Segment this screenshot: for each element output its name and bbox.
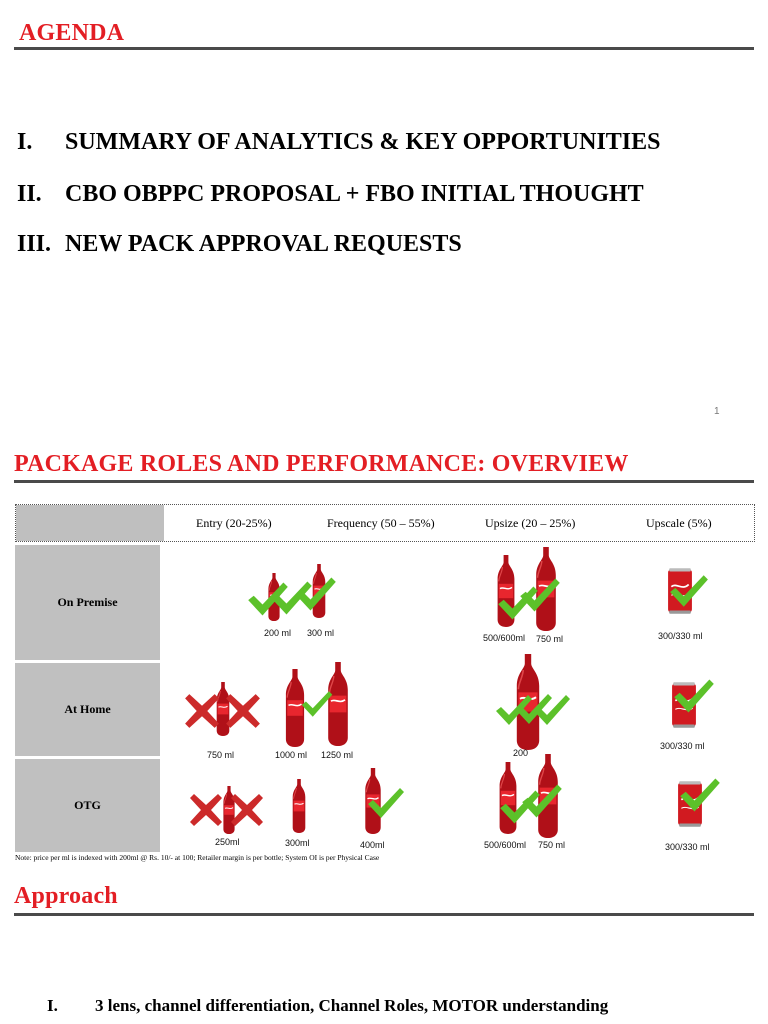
approach-title: Approach bbox=[14, 883, 118, 909]
row-label-at-home: At Home bbox=[15, 663, 160, 756]
check-icon bbox=[678, 770, 722, 820]
check-icon bbox=[672, 670, 716, 722]
pack-label: 500/600ml bbox=[484, 840, 527, 850]
column-header-entry: Entry (20-25%) bbox=[196, 516, 272, 530]
agenda-item-text: NEW PACK APPROVAL REQUESTS bbox=[65, 231, 462, 257]
pack-label: 250ml bbox=[215, 837, 240, 847]
pack-label: 400ml bbox=[360, 840, 385, 850]
pack-label: 300/330 ml bbox=[665, 842, 710, 852]
cross-icon bbox=[224, 692, 262, 730]
page-number: 1 bbox=[714, 406, 720, 417]
pack-label: 1000 ml bbox=[275, 750, 308, 760]
check-icon bbox=[668, 565, 710, 617]
agenda-item-1 bbox=[17, 129, 661, 156]
pack-label: 500/600ml bbox=[483, 633, 526, 643]
pack-label: 1250 ml bbox=[321, 750, 354, 760]
pack-label: 300 ml bbox=[307, 628, 335, 638]
agenda-title-rule bbox=[14, 47, 754, 50]
agenda-item-text: CBO OBPPC PROPOSAL + FBO INITIAL THOUGHT bbox=[65, 181, 644, 207]
check-icon bbox=[518, 572, 562, 618]
check-icon bbox=[520, 778, 564, 824]
approach-item-1 bbox=[47, 996, 608, 1016]
row-label-on-premise: On Premise bbox=[15, 545, 160, 660]
check-icon bbox=[532, 690, 572, 730]
column-header-upscale: Upscale (5%) bbox=[646, 516, 712, 530]
column-header-upsize: Upsize (20 – 25%) bbox=[485, 516, 576, 530]
agenda-title: AGENDA bbox=[19, 20, 125, 46]
agenda-item-number: III. bbox=[17, 231, 52, 257]
bottle-icon bbox=[290, 779, 308, 833]
pack-label: 300/330 ml bbox=[660, 741, 705, 751]
check-icon bbox=[300, 686, 334, 722]
pack-label: 200 bbox=[513, 748, 529, 758]
package-roles-title: PACKAGE ROLES AND PERFORMANCE: OVERVIEW bbox=[14, 451, 629, 477]
header-corner-cell bbox=[16, 505, 164, 541]
pack-label: 750 ml bbox=[536, 634, 564, 644]
row-label-otg: OTG bbox=[15, 759, 160, 852]
agenda-item-number: II. bbox=[17, 181, 42, 207]
approach-title-rule bbox=[14, 913, 754, 916]
cross-icon bbox=[188, 792, 224, 828]
agenda-item-text: SUMMARY OF ANALYTICS & KEY OPPORTUNITIES bbox=[65, 129, 661, 155]
cross-icon bbox=[183, 692, 221, 730]
approach-item-number: I. bbox=[47, 996, 58, 1015]
pack-label: 200 ml bbox=[264, 628, 292, 638]
pack-label: 300/330 ml bbox=[658, 631, 703, 641]
agenda-item-3 bbox=[17, 231, 462, 258]
column-header-frequency: Frequency (50 – 55%) bbox=[327, 516, 435, 530]
footnote: Note: price per ml is indexed with 200ml @ Rs. 10/- at 100; Retailer margin is per bottle; System OI is per Physical Case bbox=[15, 853, 380, 862]
approach-item-text: 3 lens, channel differentiation, Channel Roles, MOTOR understanding bbox=[95, 996, 609, 1015]
agenda-item-number: I. bbox=[17, 129, 33, 155]
pack-label: 750 ml bbox=[538, 840, 566, 850]
check-icon bbox=[294, 572, 338, 616]
package-roles-title-rule bbox=[14, 480, 754, 483]
pack-label: 300ml bbox=[285, 838, 310, 848]
check-icon bbox=[366, 782, 406, 824]
pack-label: 750 ml bbox=[207, 750, 235, 760]
cross-icon bbox=[229, 792, 265, 828]
agenda-item-2 bbox=[17, 181, 644, 208]
